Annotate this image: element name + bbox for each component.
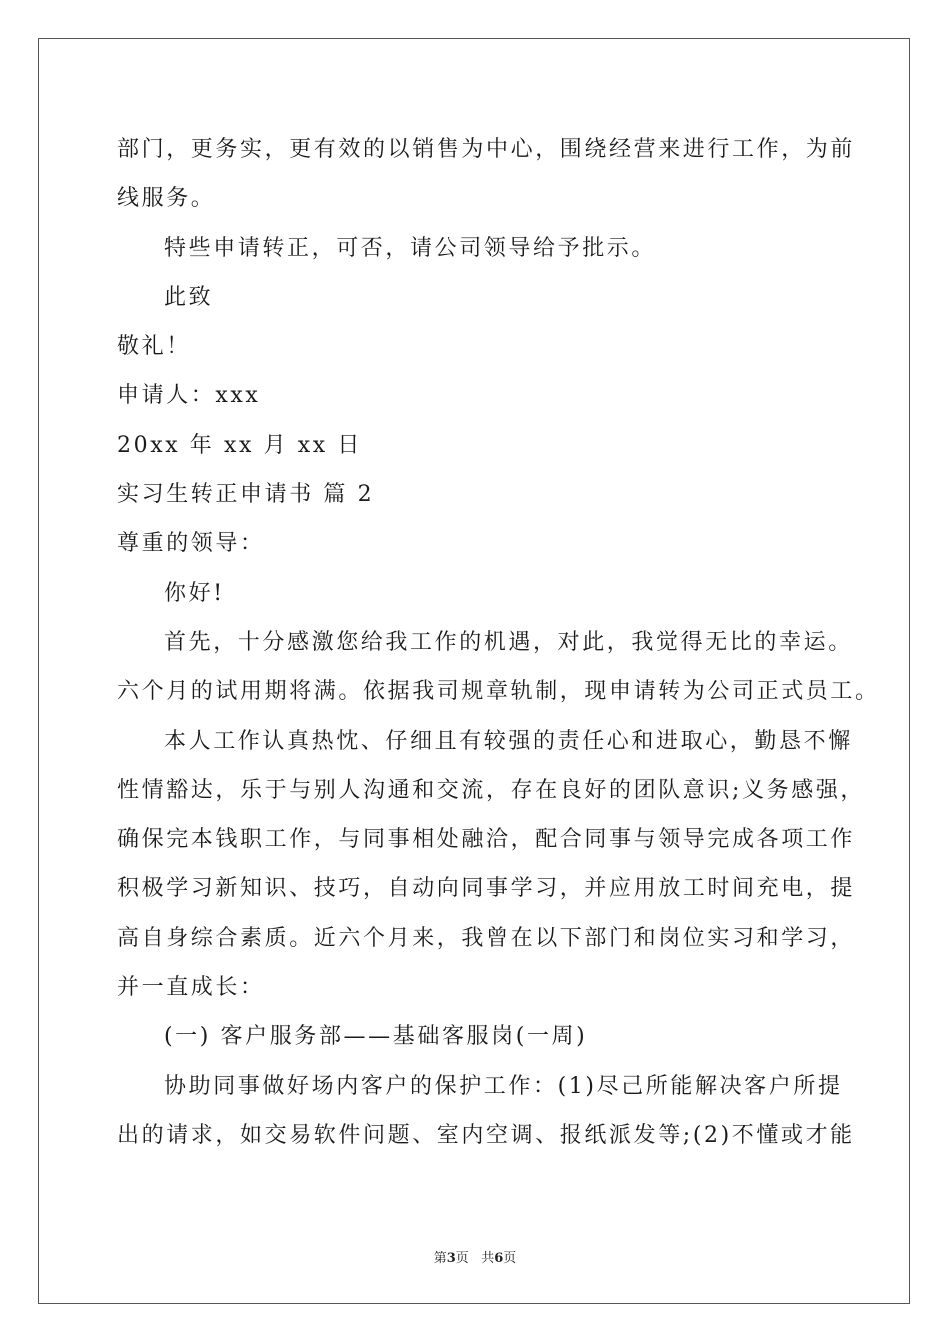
text-line: 特些申请转正，可否，请公司领导给予批示。 bbox=[164, 235, 657, 261]
text-line: 高自身综合素质。近六个月来，我曾在以下部门和岗位实习和学习， bbox=[117, 925, 856, 951]
section-heading: 实习生转正申请书 篇 2 bbox=[117, 482, 375, 508]
text-line: 协助同事做好场内客户的保护工作：(1)尽己所能解决客户所提 bbox=[164, 1073, 843, 1099]
page-current: 3 bbox=[446, 1251, 456, 1266]
date-line: 20xx 年 xx 月 xx 日 bbox=[117, 432, 363, 458]
text-line: 线服务。 bbox=[117, 186, 216, 212]
text-line: 首先，十分感激您给我工作的机遇，对此，我觉得无比的幸运。 bbox=[164, 629, 853, 655]
page-footer bbox=[0, 1247, 950, 1266]
page-total: 6 bbox=[494, 1251, 504, 1266]
text-line: 并一直成长： bbox=[117, 975, 265, 1001]
text-line: 部门，更务实，更有效的以销售为中心，围绕经营来进行工作，为前 bbox=[117, 137, 856, 162]
subsection-heading: (一) 客户服务部——基础客服岗(一周) bbox=[164, 1024, 588, 1050]
text-line: 六个月的试用期将满。依据我司规章轨制，现申请转为公司正式员工。 bbox=[117, 679, 880, 705]
page-suffix: 页 bbox=[455, 1251, 469, 1266]
text-line: 确保完本钱职工作，与同事相处融洽，配合同事与领导完成各项工作 bbox=[117, 827, 856, 853]
text-line: 性情豁达，乐于与别人沟通和交流，存在良好的团队意识;义务感强， bbox=[117, 777, 866, 803]
page-prefix: 第 bbox=[433, 1251, 447, 1266]
text-line: 本人工作认真热忱、仔细且有较强的责任心和进取心，勤恳不懈 bbox=[164, 728, 853, 754]
closing-salutation: 此致 bbox=[164, 284, 214, 310]
greeting: 你好! bbox=[164, 580, 225, 606]
document-body bbox=[117, 128, 880, 1163]
total-suffix: 页 bbox=[503, 1251, 517, 1266]
text-line: 出的请求，如交易软件问题、室内空调、报纸派发等;(2)不懂或才能 bbox=[117, 1122, 855, 1148]
applicant-line: 申请人：xxx bbox=[117, 383, 261, 409]
greeting-addressee: 尊重的领导： bbox=[117, 531, 265, 557]
total-prefix: 共 bbox=[481, 1251, 495, 1266]
text-line: 积极学习新知识、技巧，自动向同事学习，并应用放工时间充电，提 bbox=[117, 876, 856, 902]
closing-regards: 敬礼！ bbox=[117, 334, 191, 360]
